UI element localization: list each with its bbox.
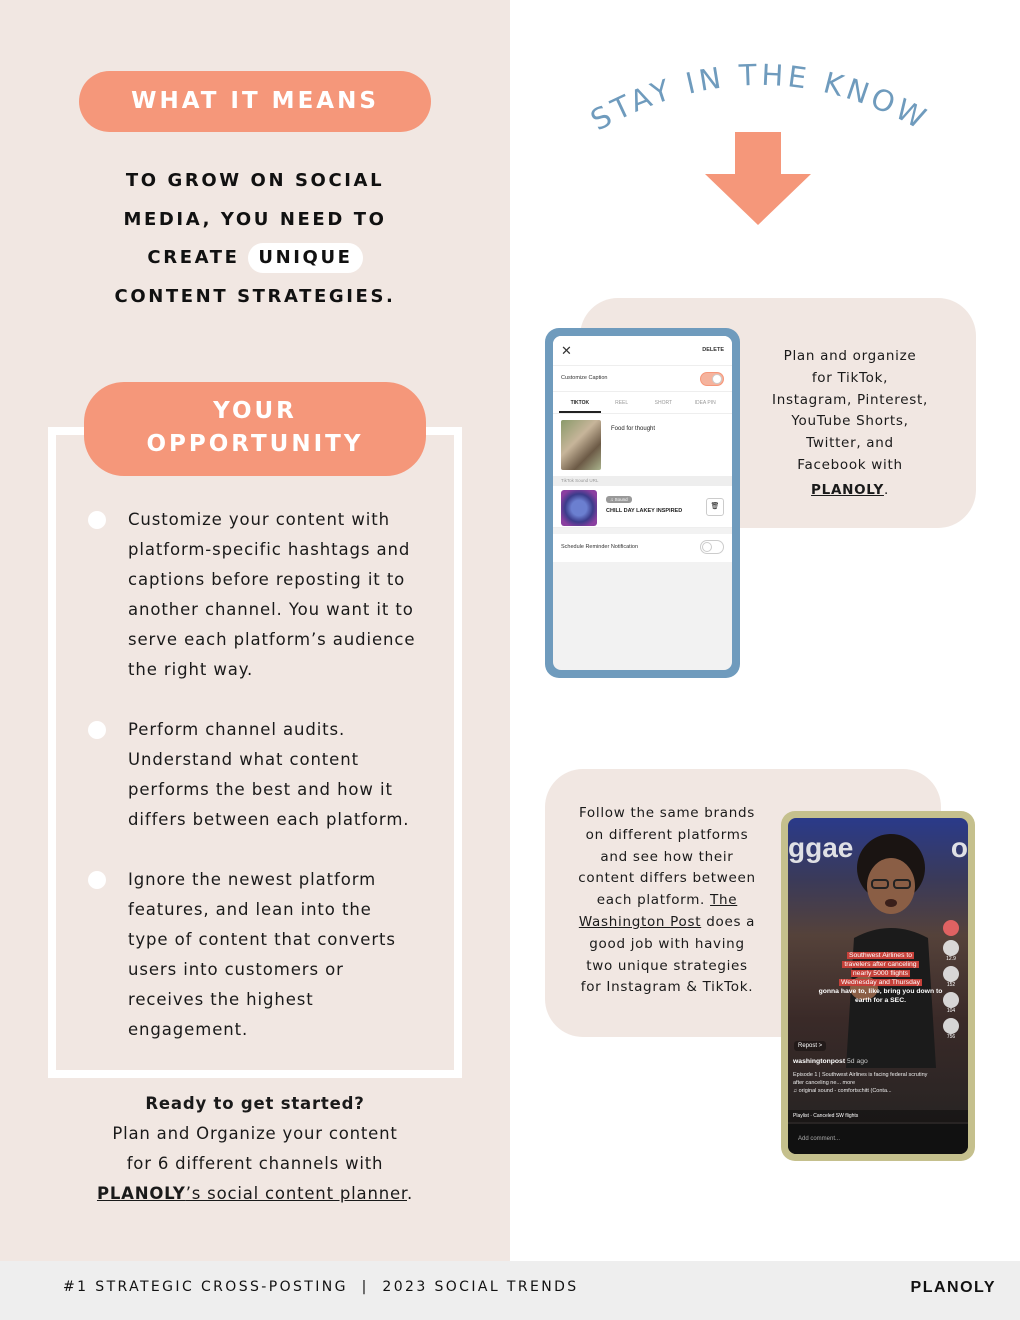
planoly-brand: PLANOLY xyxy=(96,1184,186,1203)
card2-body-1: Follow the same brands on different platforms and see how their content differs between each platform. xyxy=(578,805,756,909)
down-arrow-icon xyxy=(704,132,812,227)
opportunity-line-2: OPPORTUNITY xyxy=(146,431,364,457)
caption-red-2: travelers after canceling xyxy=(844,961,917,968)
footer-brand: PLANOLY xyxy=(910,1279,996,1296)
grow-create: CREATE xyxy=(147,247,240,268)
reminder-toggle[interactable] xyxy=(700,540,724,554)
sound-title: CHILL DAY LAKEY INSPIRED xyxy=(606,508,683,514)
planoly-app-phone xyxy=(545,328,740,678)
reminder-row xyxy=(553,534,732,562)
tiktok-phone xyxy=(781,811,975,1161)
unique-highlight: UNIQUE xyxy=(248,243,362,273)
shares-count: 756 xyxy=(946,1034,956,1040)
list-item xyxy=(88,505,418,685)
card1-body: Plan and organize for TikTok, Instagram, Pinterest, YouTube Shorts, Twitter, and Facebook with xyxy=(772,348,928,473)
description-text[interactable]: Episode 1 | Southwest Airlines is facing federal scrutiny after canceling ne... more xyxy=(793,1072,928,1086)
opportunity-line-1: YOUR xyxy=(213,398,297,424)
post-caption[interactable]: Food for thought xyxy=(611,426,656,432)
bullet-dot-icon xyxy=(88,721,106,739)
tab-tiktok[interactable]: TIKTOK xyxy=(559,392,601,413)
customize-caption-label: Customize Caption xyxy=(561,375,608,381)
post-preview xyxy=(553,414,732,476)
your-opportunity-heading xyxy=(84,382,426,476)
caption-red-4: Wednesday and Thursday xyxy=(840,979,921,986)
grow-line-4: CONTENT STRATEGIES. xyxy=(114,285,396,307)
bookmarks-count: 104 xyxy=(946,1008,956,1014)
list-item xyxy=(88,865,418,1045)
planner-link-text: ’s social content planner xyxy=(185,1184,407,1203)
sound-artwork xyxy=(561,490,597,526)
comment-icon[interactable] xyxy=(943,966,959,982)
post-thumbnail[interactable] xyxy=(561,420,601,470)
customize-caption-row xyxy=(553,366,732,392)
plan-organize-text xyxy=(772,346,928,502)
list-item-text: Perform channel audits. Understand what content performs the best and how it differs between each platform. xyxy=(128,720,410,829)
sound-badge: ♫ Sound xyxy=(606,496,632,503)
ready-period: . xyxy=(406,1184,414,1203)
presenter-image xyxy=(836,828,946,1068)
card1-period: . xyxy=(883,481,889,498)
background-sign-text-right: o xyxy=(950,832,968,863)
bullet-dot-icon xyxy=(88,871,106,889)
share-icon[interactable] xyxy=(943,1018,959,1034)
video-caption xyxy=(818,951,943,1005)
footer-title: #1 STRATEGIC CROSS-POSTING | 2023 SOCIAL TRENDS xyxy=(63,1279,579,1295)
ready-title: Ready to get started? xyxy=(145,1094,365,1113)
delete-button[interactable]: DELETE xyxy=(702,347,724,353)
tab-idea-pin[interactable]: IDEA PIN xyxy=(694,400,716,406)
side-actions xyxy=(940,916,962,1040)
reminder-label: Schedule Reminder Notification xyxy=(561,544,639,550)
ready-line-2: for 6 different channels with xyxy=(126,1154,384,1173)
tab-reel[interactable]: REEL xyxy=(615,400,629,406)
comments-count: 152 xyxy=(946,982,956,988)
bookmark-icon[interactable] xyxy=(943,992,959,1008)
card2-body-2: does a good job with having two unique strategies for Instagram & TikTok. xyxy=(580,913,756,996)
opportunity-list xyxy=(88,505,418,1075)
list-item-text: Customize your content with platform-specific hashtags and captions before reposting it to another channel. You want it to serve each platform’s audience the right way. xyxy=(128,510,416,679)
close-icon[interactable]: ✕ xyxy=(561,343,572,358)
grow-line-2: MEDIA, YOU NEED TO xyxy=(123,208,387,230)
washington-post-link[interactable]: The Washington Post xyxy=(578,892,738,930)
planoly-link[interactable]: PLANOLY xyxy=(811,481,884,498)
repost-button[interactable]: Repost > xyxy=(794,1041,826,1051)
ready-line-3 xyxy=(60,1179,450,1209)
app-header xyxy=(553,336,732,366)
stay-in-the-know-text: STAY IN THE KNOW xyxy=(585,57,935,138)
username[interactable]: washingtonpost xyxy=(793,1058,846,1065)
grow-line-3 xyxy=(60,239,450,278)
planoly-planner-link[interactable] xyxy=(97,1184,407,1203)
caption-red-3: nearly 5000 flights xyxy=(852,970,909,977)
caption-plain: gonna have to, like, bring you down to earth for a SEC. xyxy=(818,988,943,1004)
bullet-dot-icon xyxy=(88,511,106,529)
customize-caption-toggle[interactable] xyxy=(700,372,724,386)
likes-count: 12.9 xyxy=(946,956,956,962)
planoly-app-screen xyxy=(553,336,732,670)
background-sign-text: ggae xyxy=(788,832,854,863)
grow-statement xyxy=(60,162,450,316)
profile-avatar[interactable] xyxy=(943,920,959,936)
footer xyxy=(0,1261,1020,1320)
sound-row xyxy=(553,486,732,528)
list-item xyxy=(88,715,418,835)
ready-line-1: Plan and Organize your content xyxy=(112,1124,398,1143)
tiktok-screen xyxy=(788,818,968,1154)
tab-short[interactable]: SHORT xyxy=(654,400,673,406)
platform-tabs xyxy=(553,392,732,414)
caption-red-1: Southwest Airlines to xyxy=(848,952,913,959)
sound-url-label: TikTok Sound URL xyxy=(553,476,732,486)
ready-section xyxy=(60,1089,450,1209)
comment-input[interactable]: Add comment... xyxy=(788,1124,968,1154)
trash-icon[interactable]: 🗑 xyxy=(706,498,724,516)
sound-text[interactable]: ♫ original sound - comfortschitt (Conta... xyxy=(793,1088,892,1094)
what-it-means-heading: WHAT IT MEANS xyxy=(79,71,431,132)
heart-icon[interactable] xyxy=(943,940,959,956)
video-user xyxy=(793,1058,868,1065)
follow-brands-text xyxy=(578,803,756,999)
list-item-text: Ignore the newest platform features, and lean into the type of content that converts users into customers or receives the highest engagement. xyxy=(128,870,396,1039)
post-time: 5d ago xyxy=(847,1058,868,1065)
playlist-bar[interactable]: Playlist · Canceled SW flights xyxy=(788,1110,968,1122)
svg-text:STAY IN THE KNOW xyxy=(585,58,935,138)
video-description xyxy=(793,1071,933,1095)
grow-line-1: TO GROW ON SOCIAL xyxy=(125,170,385,191)
